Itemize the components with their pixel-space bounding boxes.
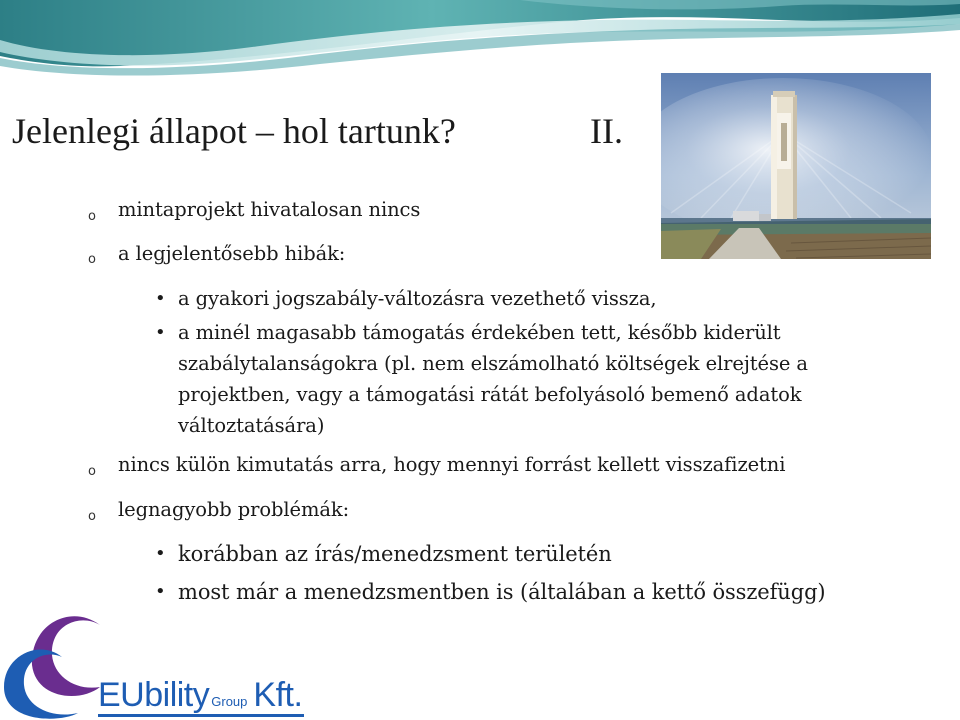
sub-bullet-item: a gyakori jogszabály-változásra vezethető vissza, — [178, 287, 657, 310]
title-number: II. — [590, 111, 623, 151]
bullet-item: mintaprojekt hivatalosan nincs — [118, 198, 421, 221]
sub-bullet-item-continued: változtatására) — [178, 414, 325, 437]
slide-title — [12, 110, 623, 152]
bullet-item: legnagyobb problémák: — [118, 498, 350, 521]
sub-bullet-marker: • — [155, 288, 166, 309]
logo-underline — [98, 714, 304, 717]
logo-group: Group — [211, 694, 248, 709]
bullet-marker: o — [88, 209, 96, 224]
sub-bullet-marker: • — [155, 543, 166, 564]
bullet-item: a legjelentősebb hibák: — [118, 242, 346, 265]
company-logo-text — [98, 676, 302, 715]
logo-name: EUbility — [98, 676, 210, 714]
sub-bullet-item: a minél magasabb támogatás érdekében tett, később kiderült — [178, 321, 781, 344]
logo-suffix: Kft. — [253, 676, 303, 714]
sub-bullet-item: korábban az írás/menedzsment területén — [178, 542, 612, 566]
sub-bullet-marker: • — [155, 322, 166, 343]
solar-power-tower-photo — [661, 73, 931, 259]
title-text: Jelenlegi állapot – hol tartunk? — [12, 111, 456, 151]
sub-bullet-marker: • — [155, 581, 166, 602]
sub-bullet-item: most már a menedzsmentben is (általában a kettő összefügg) — [178, 580, 826, 604]
header-wave-decoration — [0, 0, 960, 80]
bullet-marker: o — [88, 464, 96, 479]
sub-bullet-item-continued: projektben, vagy a támogatási rátát befolyásoló bemenő adatok — [178, 383, 802, 406]
bullet-marker: o — [88, 509, 96, 524]
sub-bullet-item-continued: szabálytalanságokra (pl. nem elszámolható költségek elrejtése a — [178, 352, 808, 375]
bullet-item: nincs külön kimutatás arra, hogy mennyi forrást kellett visszafizetni — [118, 453, 786, 476]
bullet-marker: o — [88, 252, 96, 267]
